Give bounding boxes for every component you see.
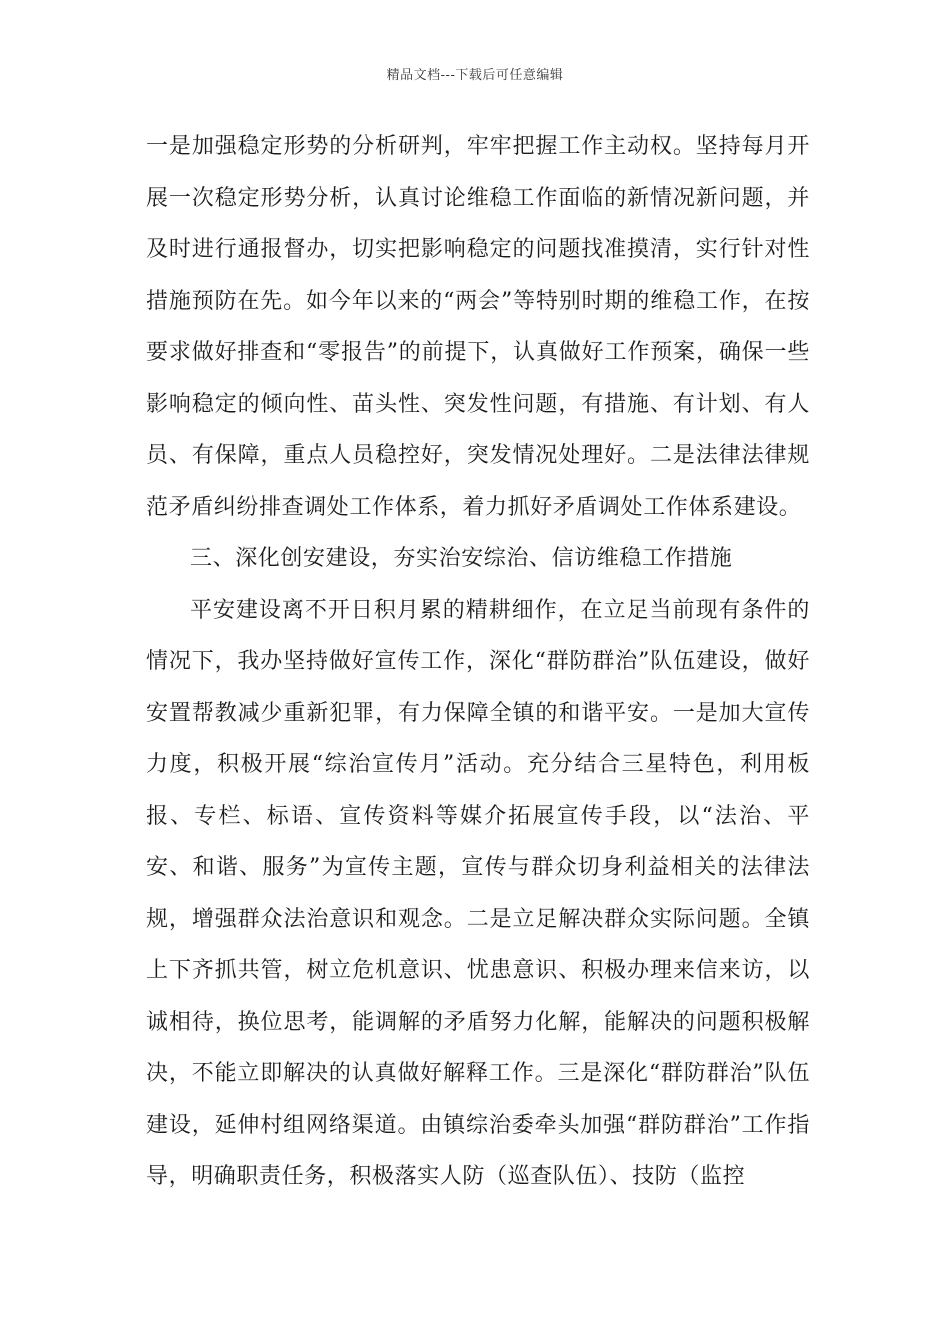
paragraph-safety-construction: 平安建设离不开日积月累的精耕细作，在立足当前现有条件的情况下，我办坚持做好宣传工作，深化“群防群治”队伍建设，做好安置帮教减少重新犯罪，有力保障全镇的和谐平安。一是加大宣传力度，积极开展“综治宣传月”活动。充分结合三星特色，利用板报、专栏、标语、宣传资料等媒介拓展宣传手段，以“法治、平安、和谐、服务”为宣传主题，宣传与群众切身利益相关的法律法规，增强群众法治意识和观念。二是立足解决群众实际问题。全镇上下齐抓共管，树立危机意识、忧患意识、积极办理来信来访，以诚相待，换位思考，能调解的矛盾努力化解，能解决的问题积极解决，不能立即解决的认真做好解释工作。三是深化“群防群治”队伍建设，延伸村组网络渠道。由镇综治委牵头加强“群防群治”工作指导，明确职责任务，积极落实人防（巡查队伍）、技防（监控 [146, 597, 810, 1189]
section-heading-3: 三、深化创安建设，夯实治安综治、信访维稳工作措施 [190, 546, 733, 571]
page-header: 精品文档---下载后可任意编辑 [386, 68, 564, 83]
paragraph-stability-analysis: 一是加强稳定形势的分析研判，牢牢把握工作主动权。坚持每月开展一次稳定形势分析，认真讨论维稳工作面临的新情况新问题，并及时进行通报督办，切实把影响稳定的问题找准摸清，实行针对性措施预防在先。如今年以来的“两会”等特别时期的维稳工作，在按要求做好排查和“零报告”的前提下，认真做好工作预案，确保一些影响稳定的倾向性、苗头性、突发性问题，有措施、有计划、有人员、有保障，重点人员稳控好，突发情况处理好。二是法律法律规范矛盾纠纷排查调处工作体系，着力抓好矛盾调处工作体系建设。 [146, 134, 810, 520]
document-body [146, 121, 810, 1203]
